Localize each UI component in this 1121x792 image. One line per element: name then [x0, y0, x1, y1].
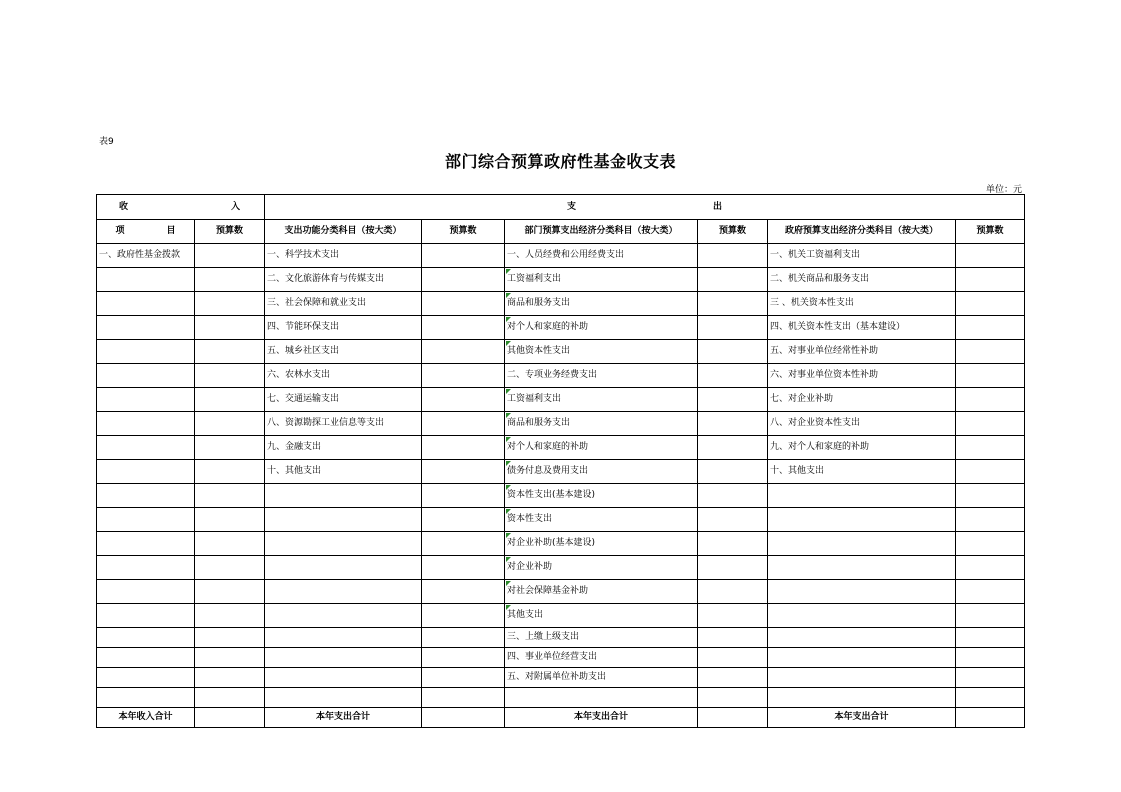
func-budget-cell	[422, 668, 505, 688]
budget-header: 预算数	[698, 220, 768, 244]
func-budget-cell	[422, 460, 505, 484]
income-item-cell	[97, 316, 195, 340]
dept-budget-cell	[698, 436, 768, 460]
table-row	[97, 556, 1025, 580]
income-total-value	[195, 708, 265, 728]
gov-class-cell: 六、对事业单位资本性补助	[768, 364, 956, 388]
func-class-cell	[265, 648, 422, 668]
func-class-cell: 二、文化旅游体育与传媒支出	[265, 268, 422, 292]
dept-class-cell: 对企业补助	[505, 556, 698, 580]
dept-budget-cell	[698, 460, 768, 484]
income-budget-cell	[195, 316, 265, 340]
header-row-top	[97, 195, 1025, 220]
income-budget-cell	[195, 244, 265, 268]
income-budget-cell	[195, 532, 265, 556]
func-class-cell: 十、其他支出	[265, 460, 422, 484]
income-item-cell	[97, 340, 195, 364]
income-budget-cell	[195, 412, 265, 436]
page-title: 部门综合预算政府性基金收支表	[444, 152, 676, 171]
dept-budget-cell	[698, 388, 768, 412]
table-row	[97, 648, 1025, 668]
table-row	[97, 412, 1025, 436]
gov-class-cell: 三 、机关资本性支出	[768, 292, 956, 316]
dept-budget-cell	[698, 668, 768, 688]
func-class-cell	[265, 508, 422, 532]
gov-budget-cell	[956, 412, 1025, 436]
func-budget-cell	[422, 316, 505, 340]
func-class-cell	[265, 556, 422, 580]
expense-header: 支 出	[265, 195, 1025, 220]
dept-class-cell: 工资福利支出	[505, 388, 698, 412]
income-item-cell	[97, 460, 195, 484]
gov-class-cell: 九、对个人和家庭的补助	[768, 436, 956, 460]
budget-header: 预算数	[195, 220, 265, 244]
gov-class-cell: 四、机关资本性支出（基本建设）	[768, 316, 956, 340]
gov-budget-cell	[956, 580, 1025, 604]
item-header: 项 目	[97, 220, 195, 244]
func-class-cell	[265, 628, 422, 648]
gov-class-cell	[768, 628, 956, 648]
dept-class-cell: 对企业补助(基本建设)	[505, 532, 698, 556]
expense-total-value	[422, 708, 505, 728]
gov-budget-cell	[956, 628, 1025, 648]
gov-budget-cell	[956, 648, 1025, 668]
func-budget-cell	[422, 604, 505, 628]
func-budget-cell	[422, 580, 505, 604]
func-class-cell: 四、节能环保支出	[265, 316, 422, 340]
table-row	[97, 388, 1025, 412]
gov-class-cell: 十、其他支出	[768, 460, 956, 484]
income-item-cell	[97, 532, 195, 556]
gov-budget-cell	[956, 436, 1025, 460]
income-item-cell	[97, 668, 195, 688]
budget-header: 预算数	[956, 220, 1025, 244]
gov-class-cell	[768, 648, 956, 668]
income-item-cell: 一、政府性基金拨款	[97, 244, 195, 268]
income-item-cell	[97, 648, 195, 668]
dept-class-cell: 对个人和家庭的补助	[505, 436, 698, 460]
gov-budget-cell	[956, 340, 1025, 364]
dept-class-cell: 二、专项业务经费支出	[505, 364, 698, 388]
table-row	[97, 436, 1025, 460]
table-row	[97, 340, 1025, 364]
dept-budget-cell	[698, 292, 768, 316]
dept-budget-cell	[698, 508, 768, 532]
income-item-cell	[97, 556, 195, 580]
func-budget-cell	[422, 412, 505, 436]
dept-budget-cell	[698, 316, 768, 340]
income-budget-cell	[195, 648, 265, 668]
gov-class-cell: 一、机关工资福利支出	[768, 244, 956, 268]
gov-budget-cell	[956, 556, 1025, 580]
func-class-cell: 五、城乡社区支出	[265, 340, 422, 364]
gov-class-header: 政府预算支出经济分类科目（按大类）	[768, 220, 956, 244]
table-row	[97, 364, 1025, 388]
gov-class-cell: 八、对企业资本性支出	[768, 412, 956, 436]
income-budget-cell	[195, 604, 265, 628]
dept-budget-cell	[698, 364, 768, 388]
func-budget-cell	[422, 436, 505, 460]
dept-class-cell: 对个人和家庭的补助	[505, 316, 698, 340]
income-budget-cell	[195, 580, 265, 604]
dept-budget-cell	[698, 628, 768, 648]
income-budget-cell	[195, 484, 265, 508]
gov-budget-cell	[956, 532, 1025, 556]
func-class-cell: 九、金融支出	[265, 436, 422, 460]
gov-budget-cell	[956, 364, 1025, 388]
func-budget-cell	[422, 244, 505, 268]
income-item-cell	[97, 580, 195, 604]
gov-class-cell	[768, 484, 956, 508]
gov-class-cell	[768, 668, 956, 688]
income-item-cell	[97, 688, 195, 708]
income-budget-cell	[195, 268, 265, 292]
func-class-cell	[265, 604, 422, 628]
table-row	[97, 688, 1025, 708]
gov-budget-cell	[956, 316, 1025, 340]
income-item-cell	[97, 388, 195, 412]
gov-class-cell	[768, 532, 956, 556]
table-row	[97, 484, 1025, 508]
dept-budget-cell	[698, 340, 768, 364]
func-class-cell: 六、农林水支出	[265, 364, 422, 388]
gov-budget-cell	[956, 688, 1025, 708]
income-budget-cell	[195, 688, 265, 708]
income-budget-cell	[195, 292, 265, 316]
func-budget-cell	[422, 532, 505, 556]
table-row	[97, 532, 1025, 556]
income-budget-cell	[195, 340, 265, 364]
func-budget-cell	[422, 648, 505, 668]
dept-class-cell: 五、对附属单位补助支出	[505, 668, 698, 688]
dept-budget-cell	[698, 648, 768, 668]
dept-class-cell: 债务付息及费用支出	[505, 460, 698, 484]
gov-budget-cell	[956, 268, 1025, 292]
dept-class-cell: 商品和服务支出	[505, 292, 698, 316]
dept-class-cell: 工资福利支出	[505, 268, 698, 292]
dept-budget-cell	[698, 268, 768, 292]
income-budget-cell	[195, 388, 265, 412]
dept-class-cell: 商品和服务支出	[505, 412, 698, 436]
income-item-cell	[97, 436, 195, 460]
dept-class-cell: 对社会保障基金补助	[505, 580, 698, 604]
expense-total-label: 本年支出合计	[768, 708, 956, 728]
table-row	[97, 508, 1025, 532]
table-row	[97, 628, 1025, 648]
header-row-columns	[97, 220, 1025, 244]
gov-budget-cell	[956, 604, 1025, 628]
dept-class-cell: 一、人员经费和公用经费支出	[505, 244, 698, 268]
income-budget-cell	[195, 460, 265, 484]
gov-class-cell	[768, 556, 956, 580]
total-row	[97, 708, 1025, 728]
dept-class-cell: 三、上缴上级支出	[505, 628, 698, 648]
func-class-cell	[265, 688, 422, 708]
table-row	[97, 580, 1025, 604]
func-budget-cell	[422, 364, 505, 388]
gov-budget-cell	[956, 244, 1025, 268]
dept-budget-cell	[698, 532, 768, 556]
dept-budget-cell	[698, 580, 768, 604]
income-item-cell	[97, 268, 195, 292]
dept-class-cell: 其他资本性支出	[505, 340, 698, 364]
dept-class-cell: 其他支出	[505, 604, 698, 628]
func-class-cell: 七、交通运输支出	[265, 388, 422, 412]
table-number: 表9	[99, 137, 114, 147]
income-total-label: 本年收入合计	[97, 708, 195, 728]
gov-class-cell	[768, 580, 956, 604]
table-row	[97, 668, 1025, 688]
income-item-cell	[97, 484, 195, 508]
income-item-cell	[97, 292, 195, 316]
income-budget-cell	[195, 628, 265, 648]
budget-table	[96, 194, 1025, 728]
func-budget-cell	[422, 628, 505, 648]
func-class-cell	[265, 484, 422, 508]
gov-budget-cell	[956, 484, 1025, 508]
func-budget-cell	[422, 340, 505, 364]
dept-budget-cell	[698, 244, 768, 268]
func-class-cell	[265, 580, 422, 604]
gov-class-cell: 五、对事业单位经常性补助	[768, 340, 956, 364]
func-budget-cell	[422, 484, 505, 508]
expense-total-value	[698, 708, 768, 728]
dept-budget-cell	[698, 412, 768, 436]
func-class-header: 支出功能分类科目（按大类）	[265, 220, 422, 244]
gov-class-cell	[768, 508, 956, 532]
income-header: 收 入	[97, 195, 265, 220]
gov-budget-cell	[956, 292, 1025, 316]
func-class-cell: 八、资源勘探工业信息等支出	[265, 412, 422, 436]
income-item-cell	[97, 508, 195, 532]
func-budget-cell	[422, 292, 505, 316]
income-item-cell	[97, 604, 195, 628]
income-budget-cell	[195, 556, 265, 580]
expense-total-label: 本年支出合计	[265, 708, 422, 728]
func-class-cell	[265, 532, 422, 556]
income-budget-cell	[195, 436, 265, 460]
expense-total-label: 本年支出合计	[505, 708, 698, 728]
gov-budget-cell	[956, 388, 1025, 412]
income-item-cell	[97, 364, 195, 388]
func-class-cell: 三、社会保障和就业支出	[265, 292, 422, 316]
func-class-cell: 一、科学技术支出	[265, 244, 422, 268]
dept-class-header: 部门预算支出经济分类科目（按大类）	[505, 220, 698, 244]
table-row	[97, 460, 1025, 484]
dept-budget-cell	[698, 556, 768, 580]
expense-total-value	[956, 708, 1025, 728]
income-budget-cell	[195, 668, 265, 688]
func-budget-cell	[422, 268, 505, 292]
income-budget-cell	[195, 364, 265, 388]
gov-budget-cell	[956, 460, 1025, 484]
table-row	[97, 292, 1025, 316]
gov-class-cell	[768, 604, 956, 628]
func-budget-cell	[422, 508, 505, 532]
func-class-cell	[265, 668, 422, 688]
dept-budget-cell	[698, 604, 768, 628]
func-budget-cell	[422, 556, 505, 580]
table-row	[97, 316, 1025, 340]
func-budget-cell	[422, 688, 505, 708]
budget-header: 预算数	[422, 220, 505, 244]
gov-class-cell	[768, 688, 956, 708]
dept-budget-cell	[698, 688, 768, 708]
table-row	[97, 244, 1025, 268]
dept-budget-cell	[698, 484, 768, 508]
gov-budget-cell	[956, 508, 1025, 532]
dept-class-cell: 四、事业单位经营支出	[505, 648, 698, 668]
gov-budget-cell	[956, 668, 1025, 688]
income-budget-cell	[195, 508, 265, 532]
table-row	[97, 268, 1025, 292]
table-row	[97, 604, 1025, 628]
dept-class-cell	[505, 688, 698, 708]
dept-class-cell: 资本性支出	[505, 508, 698, 532]
income-item-cell	[97, 412, 195, 436]
gov-class-cell: 七、对企业补助	[768, 388, 956, 412]
func-budget-cell	[422, 388, 505, 412]
gov-class-cell: 二、机关商品和服务支出	[768, 268, 956, 292]
income-item-cell	[97, 628, 195, 648]
dept-class-cell: 资本性支出(基本建设)	[505, 484, 698, 508]
unit-label: 单位：元	[985, 185, 1022, 195]
